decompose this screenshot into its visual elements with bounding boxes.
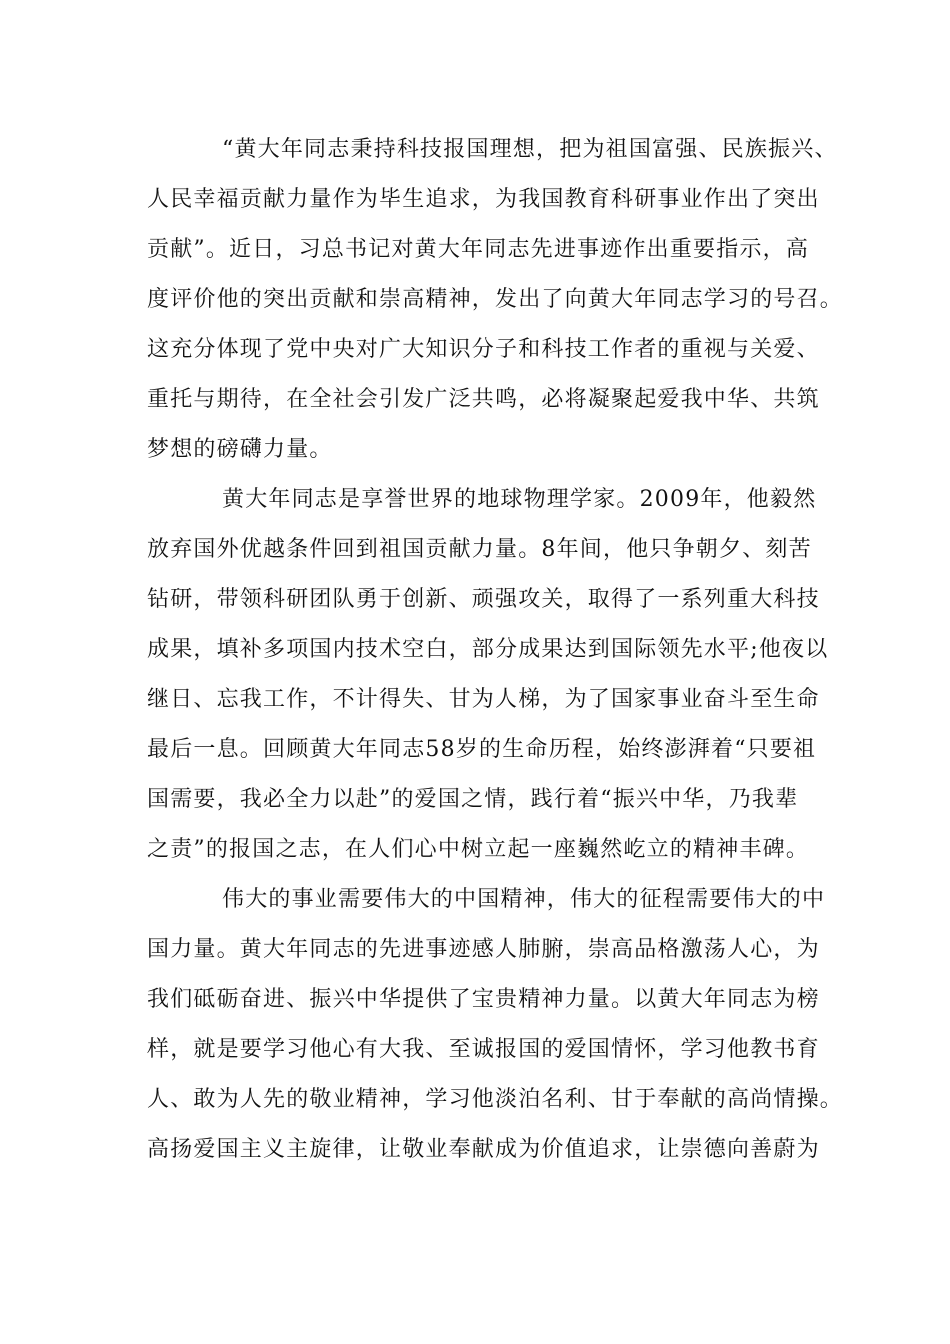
- text-line: 这充分体现了党中央对广大知识分子和科技工作者的重视与关爱、: [147, 337, 820, 362]
- text-line: 最后一息。回顾黄大年同志58岁的生命历程，始终澎湃着“只要祖: [147, 737, 817, 762]
- text-line: 梦想的磅礴力量。: [147, 437, 333, 462]
- text-line: 之责”的报国之志，在人们心中树立起一座巍然屹立的精神丰碑。: [147, 837, 810, 862]
- text-line: 样，就是要学习他心有大我、至诚报国的爱国情怀，学习他教书育: [147, 1037, 820, 1062]
- text-line: 度评价他的突出贡献和崇高精神，发出了向黄大年同志学习的号召。: [147, 287, 844, 312]
- text-line: 高扬爱国主义主旋律，让敬业奉献成为价值追求，让崇德向善蔚为: [147, 1137, 820, 1162]
- text-line: 我们砥砺奋进、振兴中华提供了宝贵精神力量。以黄大年同志为榜: [147, 987, 820, 1012]
- text-line: 伟大的事业需要伟大的中国精神，伟大的征程需要伟大的中: [222, 887, 826, 912]
- text-line: 人、敢为人先的敬业精神，学习他淡泊名利、甘于奉献的高尚情操。: [147, 1087, 844, 1112]
- text-line: 国力量。黄大年同志的先进事迹感人肺腑，崇高品格激荡人心，为: [147, 937, 820, 962]
- text-line: 放弃国外优越条件回到祖国贡献力量。8年间，他只争朝夕、刻苦: [147, 537, 812, 562]
- text-line: 人民幸福贡献力量作为毕生追求，为我国教育科研事业作出了突出: [147, 187, 820, 212]
- text-line: “黄大年同志秉持科技报国理想，把为祖国富强、民族振兴、: [222, 137, 838, 162]
- text-line: 成果，填补多项国内技术空白，部分成果达到国际领先水平;他夜以: [147, 637, 829, 662]
- text-line: 黄大年同志是享誉世界的地球物理学家。2009年，他毅然: [222, 487, 817, 512]
- text-line: 贡献”。近日，习总书记对黄大年同志先进事迹作出重要指示，高: [147, 237, 810, 262]
- text-line: 继日、忘我工作，不计得失、甘为人梯，为了国家事业奋斗至生命: [147, 687, 820, 712]
- text-line: 国需要，我必全力以赴”的爱国之情，践行着“振兴中华，乃我辈: [147, 787, 799, 812]
- text-line: 钻研，带领科研团队勇于创新、顽强攻关，取得了一系列重大科技: [147, 587, 820, 612]
- text-line: 重托与期待，在全社会引发广泛共鸣，必将凝聚起爱我中华、共筑: [147, 387, 820, 412]
